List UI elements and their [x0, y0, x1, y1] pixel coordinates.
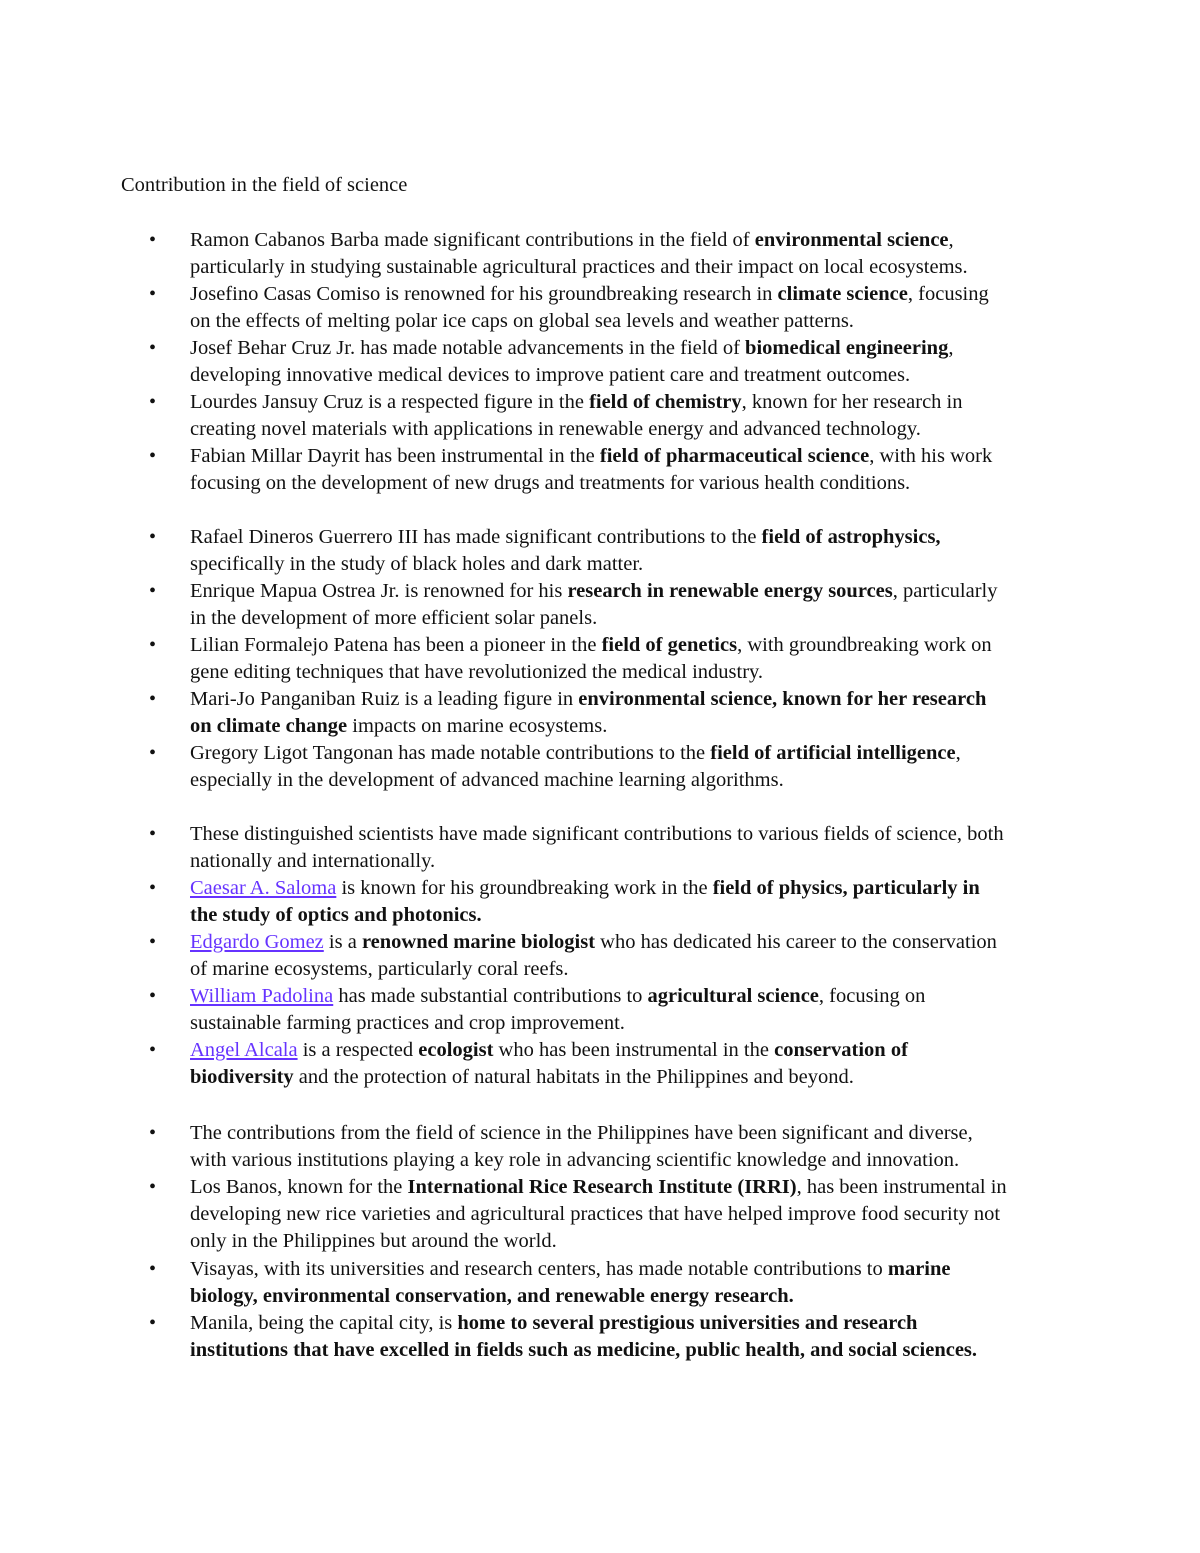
- bullet-icon: •: [149, 688, 157, 710]
- body-text: specifically in the study of black holes and dark matter.: [190, 553, 644, 575]
- body-text: Lilian Formalejo Patena has been a pioneer in the: [190, 634, 602, 656]
- list-item-text: [190, 443, 1140, 497]
- list-item-text: [190, 1310, 1140, 1364]
- body-text: has made substantial contributions to: [333, 985, 648, 1007]
- document-title: Contribution in the field of science: [121, 174, 408, 196]
- text-line: [190, 1147, 1140, 1174]
- body-text: particularly in studying sustainable agricultural practices and their impact on local ecosystems.: [190, 256, 968, 278]
- bold-text: research in renewable energy sources: [567, 580, 893, 602]
- bullet-icon: •: [149, 1176, 157, 1198]
- bullet-icon: •: [149, 931, 157, 953]
- list-item-text: [190, 740, 1140, 794]
- text-line: [190, 956, 1140, 983]
- text-line: [190, 1010, 1140, 1037]
- body-text: , focusing on: [818, 985, 926, 1007]
- bold-text: biodiversity: [190, 1066, 294, 1088]
- body-text: , known for her research in: [741, 391, 963, 413]
- bold-text: agricultural science: [647, 985, 819, 1007]
- body-text: The contributions from the field of science in the Philippines have been significant and diverse,: [190, 1122, 973, 1144]
- bold-text: ecologist: [418, 1039, 494, 1061]
- scientist-link[interactable]: Angel Alcala: [190, 1039, 298, 1061]
- scientist-link[interactable]: William Padolina: [190, 985, 334, 1007]
- list-item-text: [190, 389, 1140, 443]
- text-line: [190, 713, 1140, 740]
- bullet-icon: •: [149, 877, 157, 899]
- bullet-icon: •: [149, 580, 157, 602]
- body-text: gene editing techniques that have revolutionized the medical industry.: [190, 661, 764, 683]
- list-item-text: [190, 524, 1140, 578]
- body-text: These distinguished scientists have made significant contributions to various fields of science, both: [190, 823, 1004, 845]
- text-line: [190, 875, 1140, 902]
- body-text: Josef Behar Cruz Jr. has made notable advancements in the field of: [190, 337, 746, 359]
- body-text: developing new rice varieties and agricultural practices that have helped improve food security not: [190, 1203, 1001, 1225]
- text-line: [190, 1337, 1140, 1364]
- text-line: [190, 767, 1140, 794]
- bold-text: environmental science: [754, 229, 949, 251]
- bold-text: marine: [887, 1258, 951, 1280]
- body-text: ,: [948, 337, 954, 359]
- text-line: [190, 443, 1140, 470]
- list-item-text: [190, 929, 1140, 983]
- text-line: [190, 1310, 1140, 1337]
- list-item-text: [190, 335, 1140, 389]
- bold-text: field of genetics: [601, 634, 738, 656]
- text-line: [190, 389, 1140, 416]
- text-line: [190, 281, 1140, 308]
- text-line: [190, 983, 1140, 1010]
- bold-text: conservation of: [774, 1039, 908, 1061]
- bold-text: climate science: [777, 283, 908, 305]
- text-line: [190, 308, 1140, 335]
- body-text: who has dedicated his career to the conservation: [595, 931, 997, 953]
- body-text: Gregory Ligot Tangonan has made notable contributions to the: [190, 742, 711, 764]
- bullet-icon: •: [149, 1258, 157, 1280]
- body-text: and the protection of natural habitats in the Philippines and beyond.: [293, 1066, 854, 1088]
- body-text: developing innovative medical devices to improve patient care and treatment outcomes.: [190, 364, 911, 386]
- text-line: [190, 1201, 1140, 1228]
- text-line: [190, 1283, 1140, 1310]
- list-item-text: [190, 227, 1140, 281]
- bullet-icon: •: [149, 634, 157, 656]
- body-text: only in the Philippines but around the world.: [190, 1230, 557, 1252]
- bold-text: environmental science, known for her research: [578, 688, 987, 710]
- body-text: is known for his groundbreaking work in the: [336, 877, 713, 899]
- scientist-link[interactable]: Caesar A. Saloma: [190, 877, 337, 899]
- bullet-icon: •: [149, 283, 157, 305]
- list-item-text: [190, 1174, 1140, 1255]
- list-item-text: [190, 1037, 1140, 1091]
- text-line: [190, 470, 1140, 497]
- bold-text: home to several prestigious universities and research: [457, 1312, 918, 1334]
- bold-text: International Rice Research Institute (IRRI): [407, 1176, 797, 1198]
- body-text: focusing on the development of new drugs and treatments for various health conditions.: [190, 472, 911, 494]
- bullet-icon: •: [149, 337, 157, 359]
- text-line: [190, 227, 1140, 254]
- body-text: , focusing: [907, 283, 989, 305]
- body-text: who has been instrumental in the: [493, 1039, 775, 1061]
- list-item-text: [190, 686, 1140, 740]
- text-line: [190, 632, 1140, 659]
- body-text: Los Banos, known for the: [190, 1176, 408, 1198]
- body-text: Manila, being the capital city, is: [190, 1312, 458, 1334]
- bullet-icon: •: [149, 229, 157, 251]
- text-line: [190, 605, 1140, 632]
- bullet-icon: •: [149, 823, 157, 845]
- bullet-icon: •: [149, 1312, 157, 1334]
- body-text: Mari-Jo Panganiban Ruiz is a leading figure in: [190, 688, 579, 710]
- list-item-text: [190, 1120, 1140, 1174]
- bold-text: renowned marine biologist: [361, 931, 596, 953]
- text-line: [190, 659, 1140, 686]
- text-line: [190, 578, 1140, 605]
- bold-text: on climate change: [190, 715, 348, 737]
- text-line: [190, 821, 1140, 848]
- body-text: Fabian Millar Dayrit has been instrumental in the: [190, 445, 600, 467]
- text-line: [190, 524, 1140, 551]
- text-line: [190, 254, 1140, 281]
- body-text: is a: [323, 931, 362, 953]
- bullet-icon: •: [149, 445, 157, 467]
- text-line: [190, 1174, 1140, 1201]
- bullet-icon: •: [149, 1122, 157, 1144]
- bold-text: biomedical engineering: [745, 337, 949, 359]
- body-text: with various institutions playing a key role in advancing scientific knowledge and innovation.: [190, 1149, 960, 1171]
- body-text: ,: [948, 229, 954, 251]
- bold-text: field of pharmaceutical science: [599, 445, 870, 467]
- text-line: [190, 1120, 1140, 1147]
- bold-text: field of physics, particularly in: [712, 877, 980, 899]
- list-item-text: [190, 578, 1140, 632]
- body-text: , has been instrumental in: [796, 1176, 1007, 1198]
- body-text: , with his work: [869, 445, 993, 467]
- text-line: [190, 335, 1140, 362]
- bold-text: the study of optics and photonics.: [190, 904, 482, 926]
- text-line: [190, 902, 1140, 929]
- body-text: Enrique Mapua Ostrea Jr. is renowned for his: [190, 580, 568, 602]
- list-item-text: [190, 983, 1140, 1037]
- body-text: ,: [955, 742, 961, 764]
- scientist-link[interactable]: Edgardo Gomez: [190, 931, 324, 953]
- body-text: is a respected: [297, 1039, 419, 1061]
- body-text: , particularly: [892, 580, 998, 602]
- bold-text: field of artificial intelligence: [710, 742, 956, 764]
- bold-text: institutions that have excelled in fields such as medicine, public health, and social sciences.: [190, 1339, 978, 1361]
- body-text: creating novel materials with applications in renewable energy and advanced technology.: [190, 418, 921, 440]
- body-text: Josefino Casas Comiso is renowned for his groundbreaking research in: [190, 283, 778, 305]
- body-text: on the effects of melting polar ice caps on global sea levels and weather patterns.: [190, 310, 854, 332]
- bold-text: field of astrophysics,: [761, 526, 941, 548]
- body-text: of marine ecosystems, particularly coral reefs.: [190, 958, 569, 980]
- text-line: [190, 551, 1140, 578]
- bold-text: biology, environmental conservation, and renewable energy research.: [190, 1285, 794, 1307]
- text-line: [190, 1064, 1140, 1091]
- text-line: [190, 416, 1140, 443]
- bullet-icon: •: [149, 391, 157, 413]
- body-text: impacts on marine ecosystems.: [347, 715, 608, 737]
- list-item-text: [190, 875, 1140, 929]
- body-text: in the development of more efficient solar panels.: [190, 607, 598, 629]
- bold-text: field of chemistry: [589, 391, 742, 413]
- text-line: [190, 1037, 1140, 1064]
- body-text: Rafael Dineros Guerrero III has made significant contributions to the: [190, 526, 762, 548]
- bullet-icon: •: [149, 742, 157, 764]
- list-item-text: [190, 632, 1140, 686]
- bullet-icon: •: [149, 526, 157, 548]
- text-line: [190, 1228, 1140, 1255]
- body-text: nationally and internationally.: [190, 850, 436, 872]
- text-line: [190, 362, 1140, 389]
- body-text: especially in the development of advanced machine learning algorithms.: [190, 769, 784, 791]
- text-line: [190, 686, 1140, 713]
- body-text: Ramon Cabanos Barba made significant contributions in the field of: [190, 229, 755, 251]
- list-item-text: [190, 821, 1140, 875]
- body-text: Lourdes Jansuy Cruz is a respected figure in the: [190, 391, 590, 413]
- list-item-text: [190, 1256, 1140, 1310]
- bullet-icon: •: [149, 985, 157, 1007]
- body-text: sustainable farming practices and crop improvement.: [190, 1012, 625, 1034]
- bullet-icon: •: [149, 1039, 157, 1061]
- text-line: [190, 1256, 1140, 1283]
- text-line: [190, 740, 1140, 767]
- list-item-text: [190, 281, 1140, 335]
- text-line: [190, 848, 1140, 875]
- body-text: Visayas, with its universities and research centers, has made notable contributions to: [190, 1258, 888, 1280]
- body-text: , with groundbreaking work on: [737, 634, 992, 656]
- text-line: [190, 929, 1140, 956]
